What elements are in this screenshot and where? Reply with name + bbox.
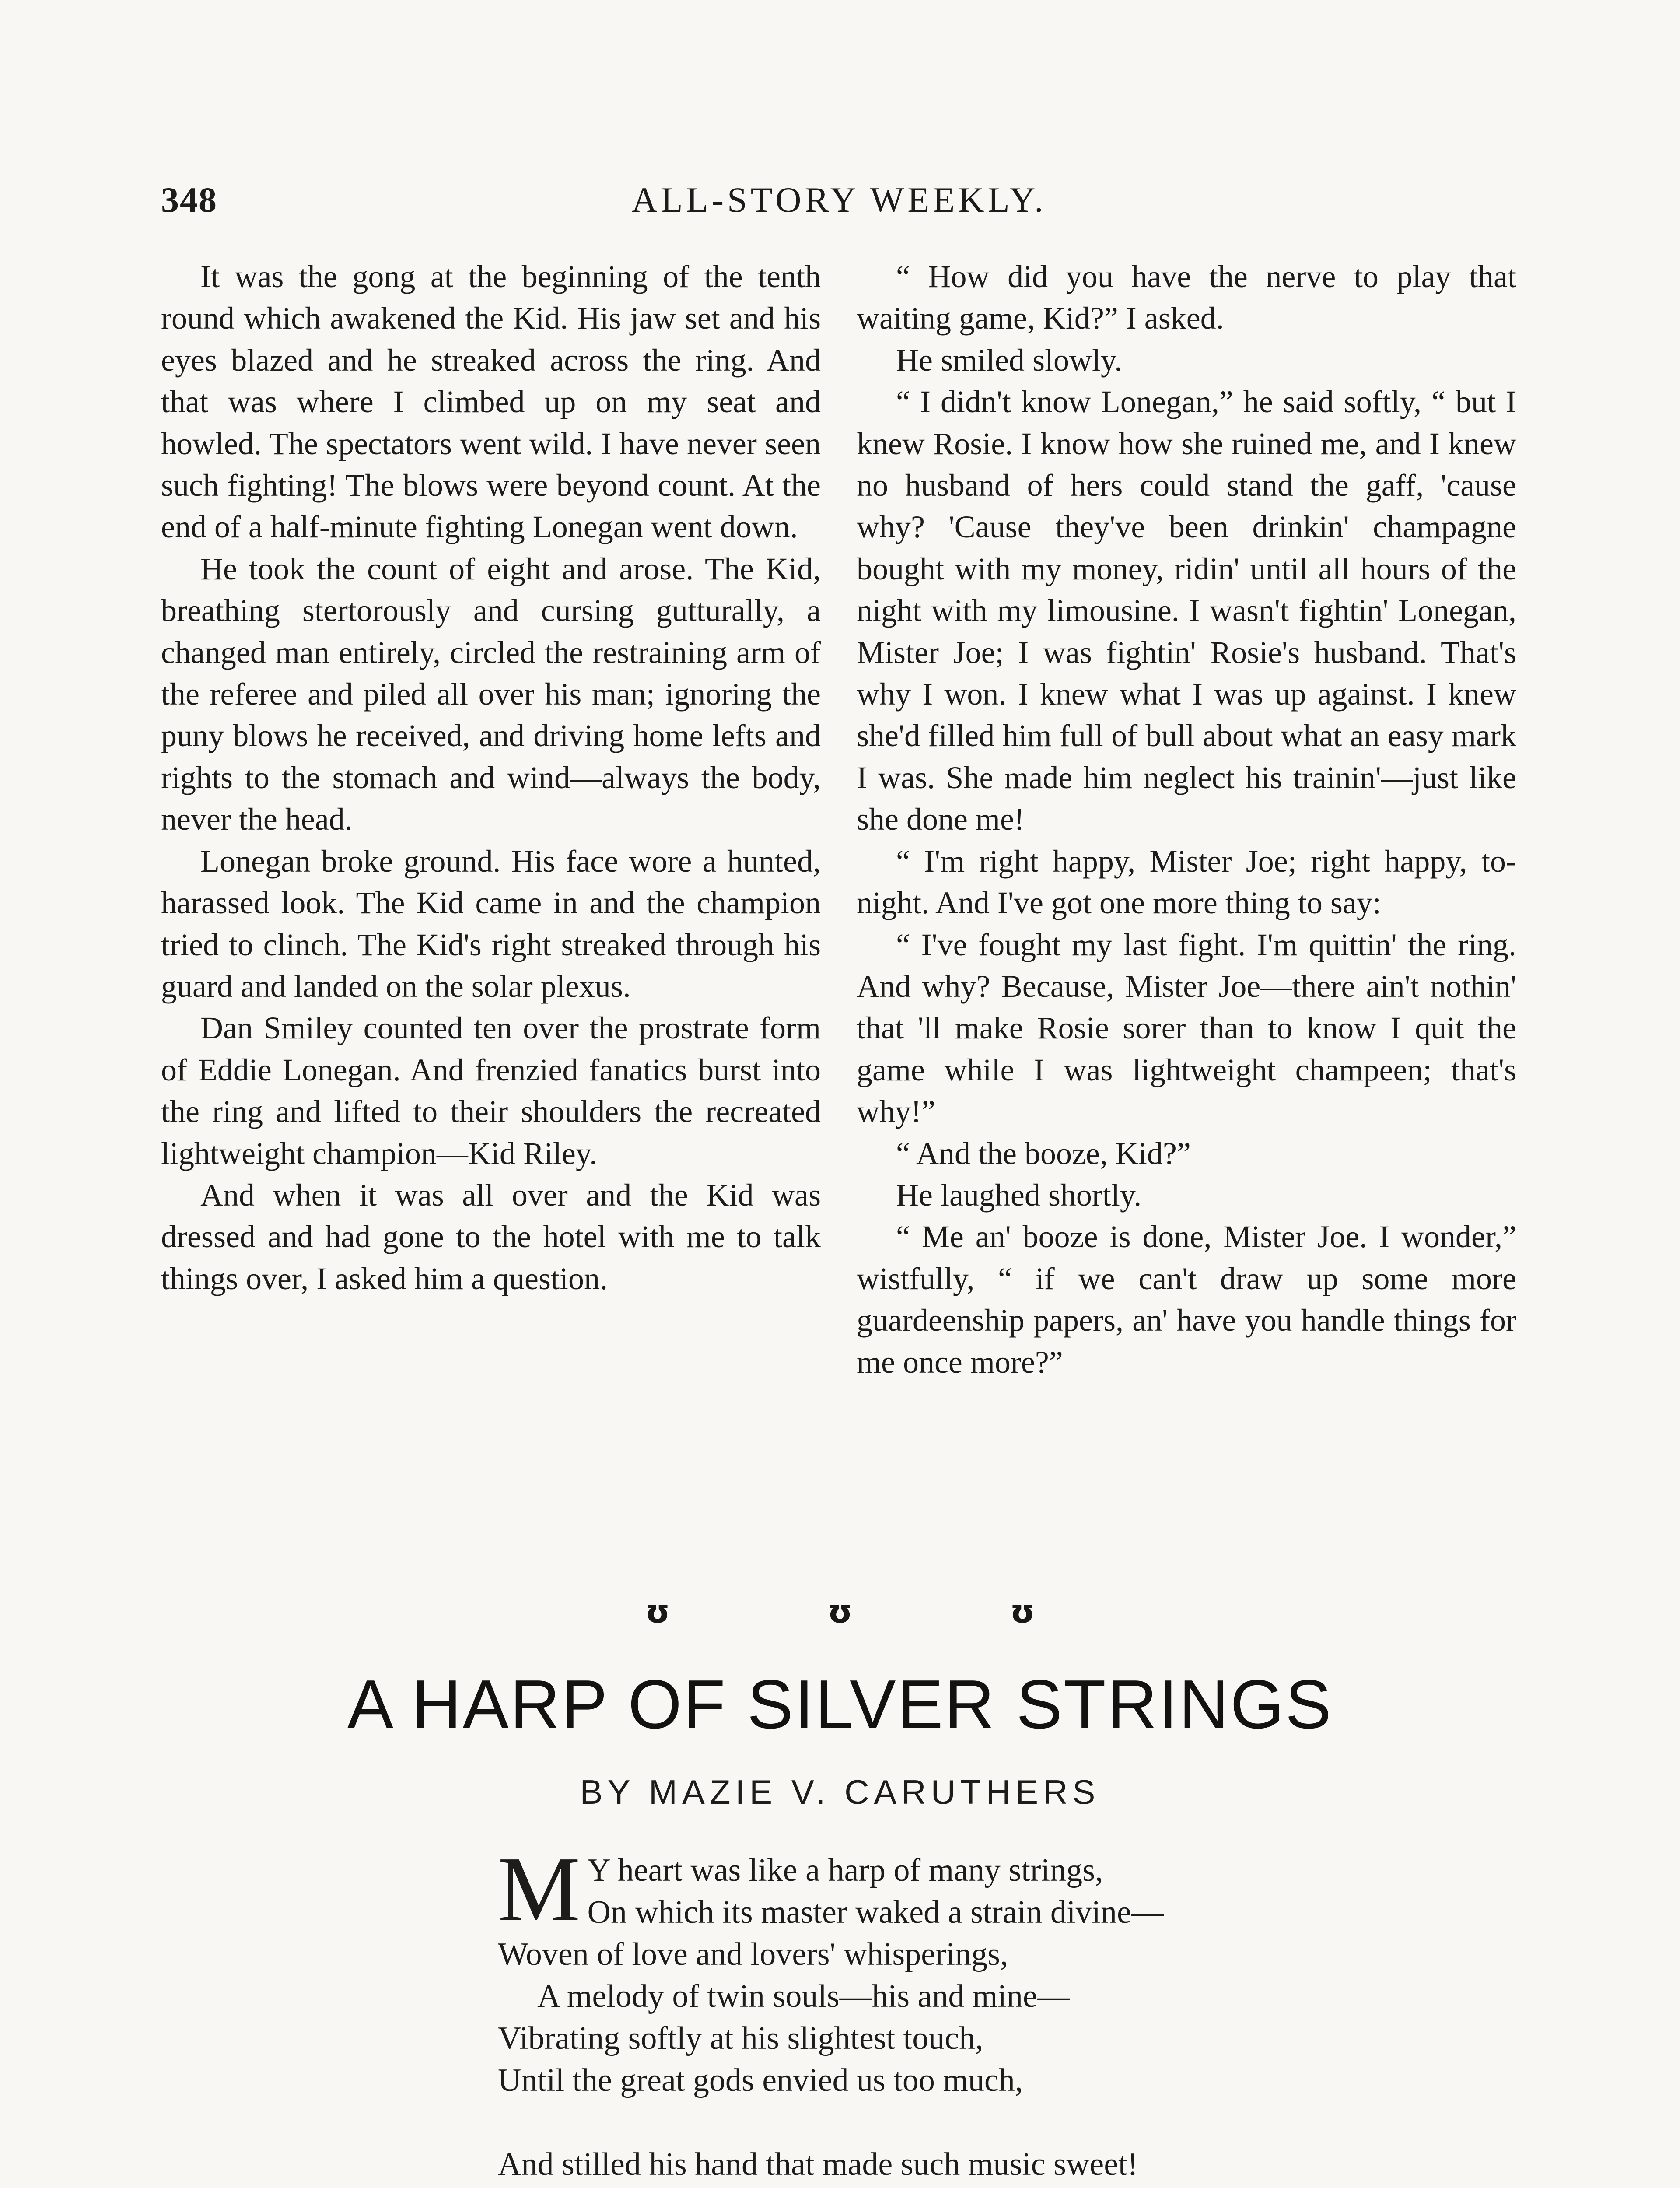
poem-line: On which its master waked a strain divine—: [587, 1894, 1164, 1930]
story-paragraph: “ How did you have the nerve to play that waiting game, Kid?” I asked.: [857, 259, 1516, 336]
section-divider-ornaments: [0, 1593, 1680, 1641]
running-title: ALL-STORY WEEKLY.: [631, 180, 1047, 220]
story-paragraph: Lonegan broke ground. His face wore a hunted, harassed look. The Kid came in and the champion tried to clinch. The Kid's right streaked through his guard and landed on the solar plexus.: [161, 843, 821, 1004]
story-left-column: [161, 256, 821, 1300]
poem-body: [498, 1837, 1373, 2188]
story-paragraph: Dan Smiley counted ten over the prostrate form of Eddie Lonegan. And frenzied fanatics burst into the ring and lifted to their shoulders the recreated lightweight champion—Kid Riley.: [161, 1010, 821, 1171]
story-paragraph: He took the count of eight and arose. The Kid, breathing stertorously and cursing gutturally, a changed man entirely, circled the restraining arm of the referee and piled all over his man; ignoring the puny blows he received, and driving home lefts and rights to the stomach and wind—always the body, never the head.: [161, 551, 821, 837]
poem-title: A HARP OF SILVER STRINGS: [347, 1666, 1333, 1743]
story-paragraph: “ I've fought my last fight. I'm quittin' the ring. And why? Because, Mister Joe—there ain't nothin' that 'll make Rosie sorer than to know I quit the game while I was lightweight champeen; that's why!”: [857, 927, 1516, 1129]
stanza-break: [498, 2101, 1373, 2143]
poem-line: Until the great gods envied us too much,: [498, 2062, 1023, 2098]
story-paragraph: It was the gong at the beginning of the tenth round which awakened the Kid. His jaw set and his eyes blazed and he streaked across the ring. And that was where I climbed up on my seat and howled. The spectators went wild. I have never seen such fighting! The blows were beyond count. At the end of a half-minute fighting Lonegan went down.: [161, 259, 821, 545]
poem-line: [498, 2185, 1373, 2188]
poem-line: Y heart was like a harp of many strings,: [587, 1852, 1103, 1888]
poem-stanza: [498, 1837, 1373, 2188]
poem-line: Woven of love and lovers' whisperings,: [498, 1936, 1008, 1972]
poem-line: And stilled his hand that made such music sweet!: [498, 2146, 1138, 2182]
poem-drop-cap: M: [498, 1837, 581, 1940]
story-paragraph: “ I'm right happy, Mister Joe; right happy, to-night. And I've got one more thing to say:: [857, 843, 1516, 921]
story-paragraph: And when it was all over and the Kid was dressed and had gone to the hotel with me to talk things over, I asked him a question.: [161, 1177, 821, 1296]
poem-line: A melody of twin souls—his and mine—: [537, 1978, 1070, 2014]
story-paragraph: He smiled slowly.: [896, 342, 1123, 378]
poem-line: Vibrating softly at his slightest touch,: [498, 2020, 984, 2056]
page-header: [161, 179, 1517, 232]
tulip-ornament-icon: ʊ: [827, 1593, 853, 1630]
tulip-ornament-icon: ʊ: [1010, 1593, 1035, 1630]
story-paragraph: He laughed shortly.: [896, 1177, 1142, 1213]
tulip-ornament-icon: ʊ: [645, 1593, 670, 1630]
story-right-column: [857, 256, 1516, 1383]
story-paragraph: “ And the booze, Kid?”: [896, 1136, 1191, 1171]
story-paragraph: “ Me an' booze is done, Mister Joe. I wonder,” wistfully, “ if we can't draw up some more guardeenship papers, an' have you handle things for me once more?”: [857, 1219, 1516, 1380]
story-paragraph: “ I didn't know Lonegan,” he said softly, “ but I knew Rosie. I know how she ruined me, and I knew no husband of hers could stand the gaff, 'cause why? 'Cause they've been drinkin' champagne bought with my money, ridin' until all hours of the night with my limousine. I wasn't fightin' Lonegan, Mister Joe; I was fightin' Rosie's husband. That's why I won. I knew what I was up against. I knew she'd filled him full of bull about what an easy mark I was. She made him neglect his trainin'—just like she done me!: [857, 384, 1516, 837]
page-number: 348: [161, 180, 217, 220]
poem-byline: BY MAZIE V. CARUTHERS: [580, 1773, 1100, 1811]
